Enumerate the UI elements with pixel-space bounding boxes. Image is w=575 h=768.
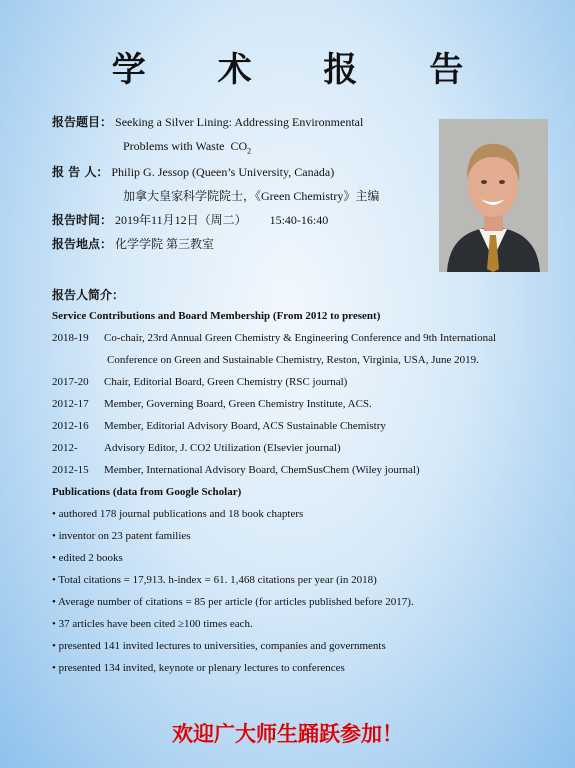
publication-item: • Average number of citations = 85 per article (for articles published before 2017). [52, 596, 414, 608]
service-item [52, 398, 552, 410]
poster-title: 学 术 报 告 [111, 50, 494, 90]
topic-label: 报告题目： [52, 115, 113, 129]
publication-item: • 37 articles have been cited ≥100 times each. [52, 618, 253, 630]
service-text-continued: Conference on Green and Sustainable Chemistry, Reston, Virginia, USA, June 2019. [107, 354, 479, 366]
speaker-label: 报 告 人： [52, 165, 109, 179]
place-value: 化学学院 第三教室 [115, 237, 215, 251]
service-year: 2018-19 [52, 332, 89, 344]
topic-co2-sub: 2 [247, 146, 252, 156]
publications-heading: Publications (data from Google Scholar) [52, 486, 242, 498]
topic-row [52, 113, 363, 130]
time-date: 2019年11月12日（周二） [115, 213, 247, 227]
welcome-banner: 欢迎广大师生踊跃参加！ [172, 722, 403, 746]
service-year: 2012-16 [52, 420, 89, 432]
service-text: Advisory Editor, J. CO2 Utilization (Elsevier journal) [104, 442, 341, 454]
service-year: 2012-15 [52, 464, 89, 476]
service-year: 2017-20 [52, 376, 89, 388]
service-item [52, 420, 552, 432]
service-text: Chair, Editorial Board, Green Chemistry (RSC journal) [104, 376, 348, 388]
speaker-name: Philip G. Jessop (Queen’s University, Canada) [111, 165, 335, 179]
time-row [52, 211, 328, 228]
publication-item: • Total citations = 17,913. h-index = 61. 1,468 citations per year (in 2018) [52, 574, 377, 586]
topic-co2: CO [230, 139, 248, 153]
publication-item: • presented 134 invited, keynote or plenary lectures to conferences [52, 662, 345, 674]
publication-item: • authored 178 journal publications and 18 book chapters [52, 508, 304, 520]
service-year: 2012-17 [52, 398, 89, 410]
service-item [52, 442, 552, 454]
topic-line1: Seeking a Silver Lining: Addressing Environmental [115, 115, 364, 129]
service-item [52, 464, 552, 476]
service-text: Member, Editorial Advisory Board, ACS Sustainable Chemistry [104, 420, 386, 432]
speaker-photo [439, 119, 548, 272]
place-row [52, 235, 214, 252]
topic-row-2 [123, 139, 251, 155]
place-label: 报告地点： [52, 237, 113, 251]
speaker-row [52, 163, 334, 180]
service-item [52, 332, 552, 344]
publication-item: • inventor on 23 patent families [52, 530, 191, 542]
service-text: Member, International Advisory Board, ChemSusChem (Wiley journal) [104, 464, 420, 476]
service-heading: Service Contributions and Board Membership (From 2012 to present) [52, 310, 381, 322]
service-text: Member, Governing Board, Green Chemistry Institute, ACS. [104, 398, 372, 410]
speaker-portrait [439, 119, 548, 272]
time-label: 报告时间： [52, 213, 113, 227]
publication-item: • presented 141 invited lectures to universities, companies and governments [52, 640, 386, 652]
time-clock: 15:40-16:40 [269, 213, 329, 227]
service-text: Co-chair, 23rd Annual Green Chemistry & Engineering Conference and 9th International [104, 332, 497, 344]
service-item [52, 376, 552, 388]
service-year: 2012- [52, 442, 78, 454]
speaker-titles: 加拿大皇家科学院院士，《Green Chemistry》主编 [123, 189, 380, 203]
topic-line2: Problems with Waste [123, 139, 225, 153]
publication-item: • edited 2 books [52, 552, 123, 564]
speaker-titles-row [123, 187, 379, 204]
bio-heading: 报告人简介： [52, 288, 125, 302]
